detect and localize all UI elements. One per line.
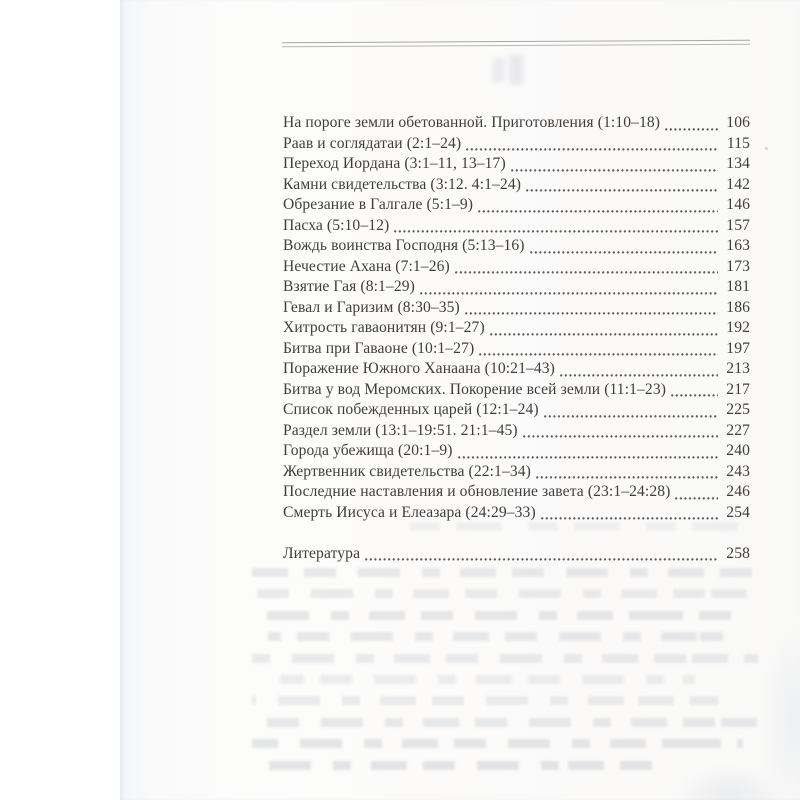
toc-row [283,359,750,380]
toc-leader-dots [671,385,718,397]
toc-leader-dots [479,344,718,356]
toc-entry-page: 134 [726,155,750,172]
toc-leader-dots [455,262,718,274]
toc-entry-title: Литература [283,544,361,562]
toc-row [283,154,750,175]
toc-row [283,257,750,278]
bleedthrough-line [252,739,743,748]
toc-leader-dots [365,549,718,561]
bleedthrough-line [262,761,667,770]
bleedthrough-blob [509,54,524,85]
page-corner-shadow [675,768,785,800]
table-of-contents [283,113,750,564]
bleedthrough-line [280,675,695,684]
toc-entry-page: 243 [726,462,750,480]
toc-leader-dots [530,242,718,254]
toc-leader-dots [478,201,718,213]
toc-entry-page: 163 [726,237,750,254]
toc-row [283,421,750,442]
toc-entry-page: 258 [726,544,750,562]
toc-entry-page: 197 [726,339,750,357]
bleedthrough-line [252,696,718,705]
toc-row [283,462,750,483]
bleedthrough-header-mark [492,54,528,86]
toc-entry-title: Переход Иордана (3:1–11, 13–17) [283,155,506,172]
toc-row [283,380,750,401]
bleedthrough-line [252,589,758,598]
toc-entry-page: 157 [726,216,750,234]
toc-row [283,134,750,155]
toc-entry-title: Раздел земли (13:1–19:51. 21:1–45) [283,421,518,439]
toc-leader-dots [466,139,718,151]
toc-entry-page: 115 [726,134,750,152]
toc-leader-dots [665,119,718,131]
toc-leader-dots [511,160,718,172]
literature-row [283,544,750,565]
toc-row [283,298,750,319]
toc-entry-title: Последние наставления и обновление завета (23:1–24:28) [283,483,671,500]
toc-row [283,113,750,134]
toc-entry-title: Жертвенник свидетельства (22:1–34) [283,462,531,480]
toc-row [283,236,750,257]
bleedthrough-line [252,568,758,577]
dust-speck [765,147,768,150]
toc-entry-title: Смерть Иисуса и Елеазара (24:29–33) [283,503,536,521]
toc-entry-title: Города убежища (20:1–9) [283,442,453,459]
toc-entry-page: 142 [726,175,750,193]
toc-row [283,277,750,298]
toc-entry-title: Поражение Южного Ханаана (10:21–43) [283,360,555,377]
bleedthrough-line [252,611,738,620]
toc-entry-title: Раав и соглядатаи (2:1–24) [283,134,462,152]
toc-entry-page: 186 [726,298,750,316]
toc-entry-page: 225 [726,401,750,418]
toc-row [283,318,750,339]
toc-leader-dots [465,303,718,315]
toc-leader-dots [458,447,718,459]
toc-entry-title: Битва при Гаваоне (10:1–27) [283,339,475,357]
toc-entry-title: Взятие Гая (8:1–29) [283,278,415,295]
toc-entry-page: 246 [726,483,750,500]
toc-row [283,175,750,196]
toc-leader-dots [420,283,718,295]
toc-leader-dots [541,508,718,520]
bleedthrough-text-block [252,568,758,782]
toc-entry-page: 240 [726,442,750,459]
toc-entry-page: 106 [726,114,750,131]
bleedthrough-line [410,522,750,531]
bleedthrough-line [268,632,723,641]
toc-leader-dots [536,467,718,479]
toc-leader-dots [544,406,718,418]
toc-row [283,503,750,524]
toc-row [283,482,750,503]
toc-row [283,339,750,360]
toc-entry-title: Пасха (5:10–12) [283,216,390,234]
toc-entry-page: 227 [726,421,750,439]
toc-leader-dots [675,488,718,500]
toc-row [283,441,750,462]
toc-leader-dots [490,324,718,336]
toc-entry-title: Вождь воинства Господня (5:13–16) [283,237,525,254]
toc-entry-page: 192 [726,319,750,336]
toc-entry-title: Гевал и Гаризим (8:30–35) [283,298,460,316]
toc-entry-title: На пороге земли обетованной. Приготовления (1:10–18) [283,114,661,131]
toc-entry-title: Битва у вод Меромских. Покорение всей земли (11:1–23) [283,380,667,398]
toc-row [283,195,750,216]
bleedthrough-line [252,718,758,727]
header-double-rule [282,40,750,48]
book-page [120,0,800,800]
toc-leader-dots [523,426,718,438]
toc-entry-title: Обрезание в Галгале (5:1–9) [283,196,474,213]
toc-row [283,216,750,237]
bleedthrough-line [252,654,758,663]
toc-rows [283,113,750,523]
toc-entry-page: 254 [726,503,750,521]
toc-entry-page: 217 [726,380,750,398]
toc-entry-page: 181 [726,278,750,295]
toc-entry-page: 146 [726,196,750,213]
toc-leader-dots [526,180,718,192]
toc-entry-title: Хитрость гаваонитян (9:1–27) [283,319,485,336]
toc-entry-title: Список побежденных царей (12:1–24) [283,401,539,418]
toc-entry-title: Нечестие Ахана (7:1–26) [283,257,450,275]
toc-row [283,400,750,421]
bleedthrough-blob [492,58,505,83]
toc-entry-title: Камни свидетельства (3:12. 4:1–24) [283,175,522,193]
toc-leader-dots [560,365,718,377]
toc-entry-page: 173 [726,257,750,275]
toc-entry-page: 213 [726,360,750,377]
toc-leader-dots [394,221,718,233]
